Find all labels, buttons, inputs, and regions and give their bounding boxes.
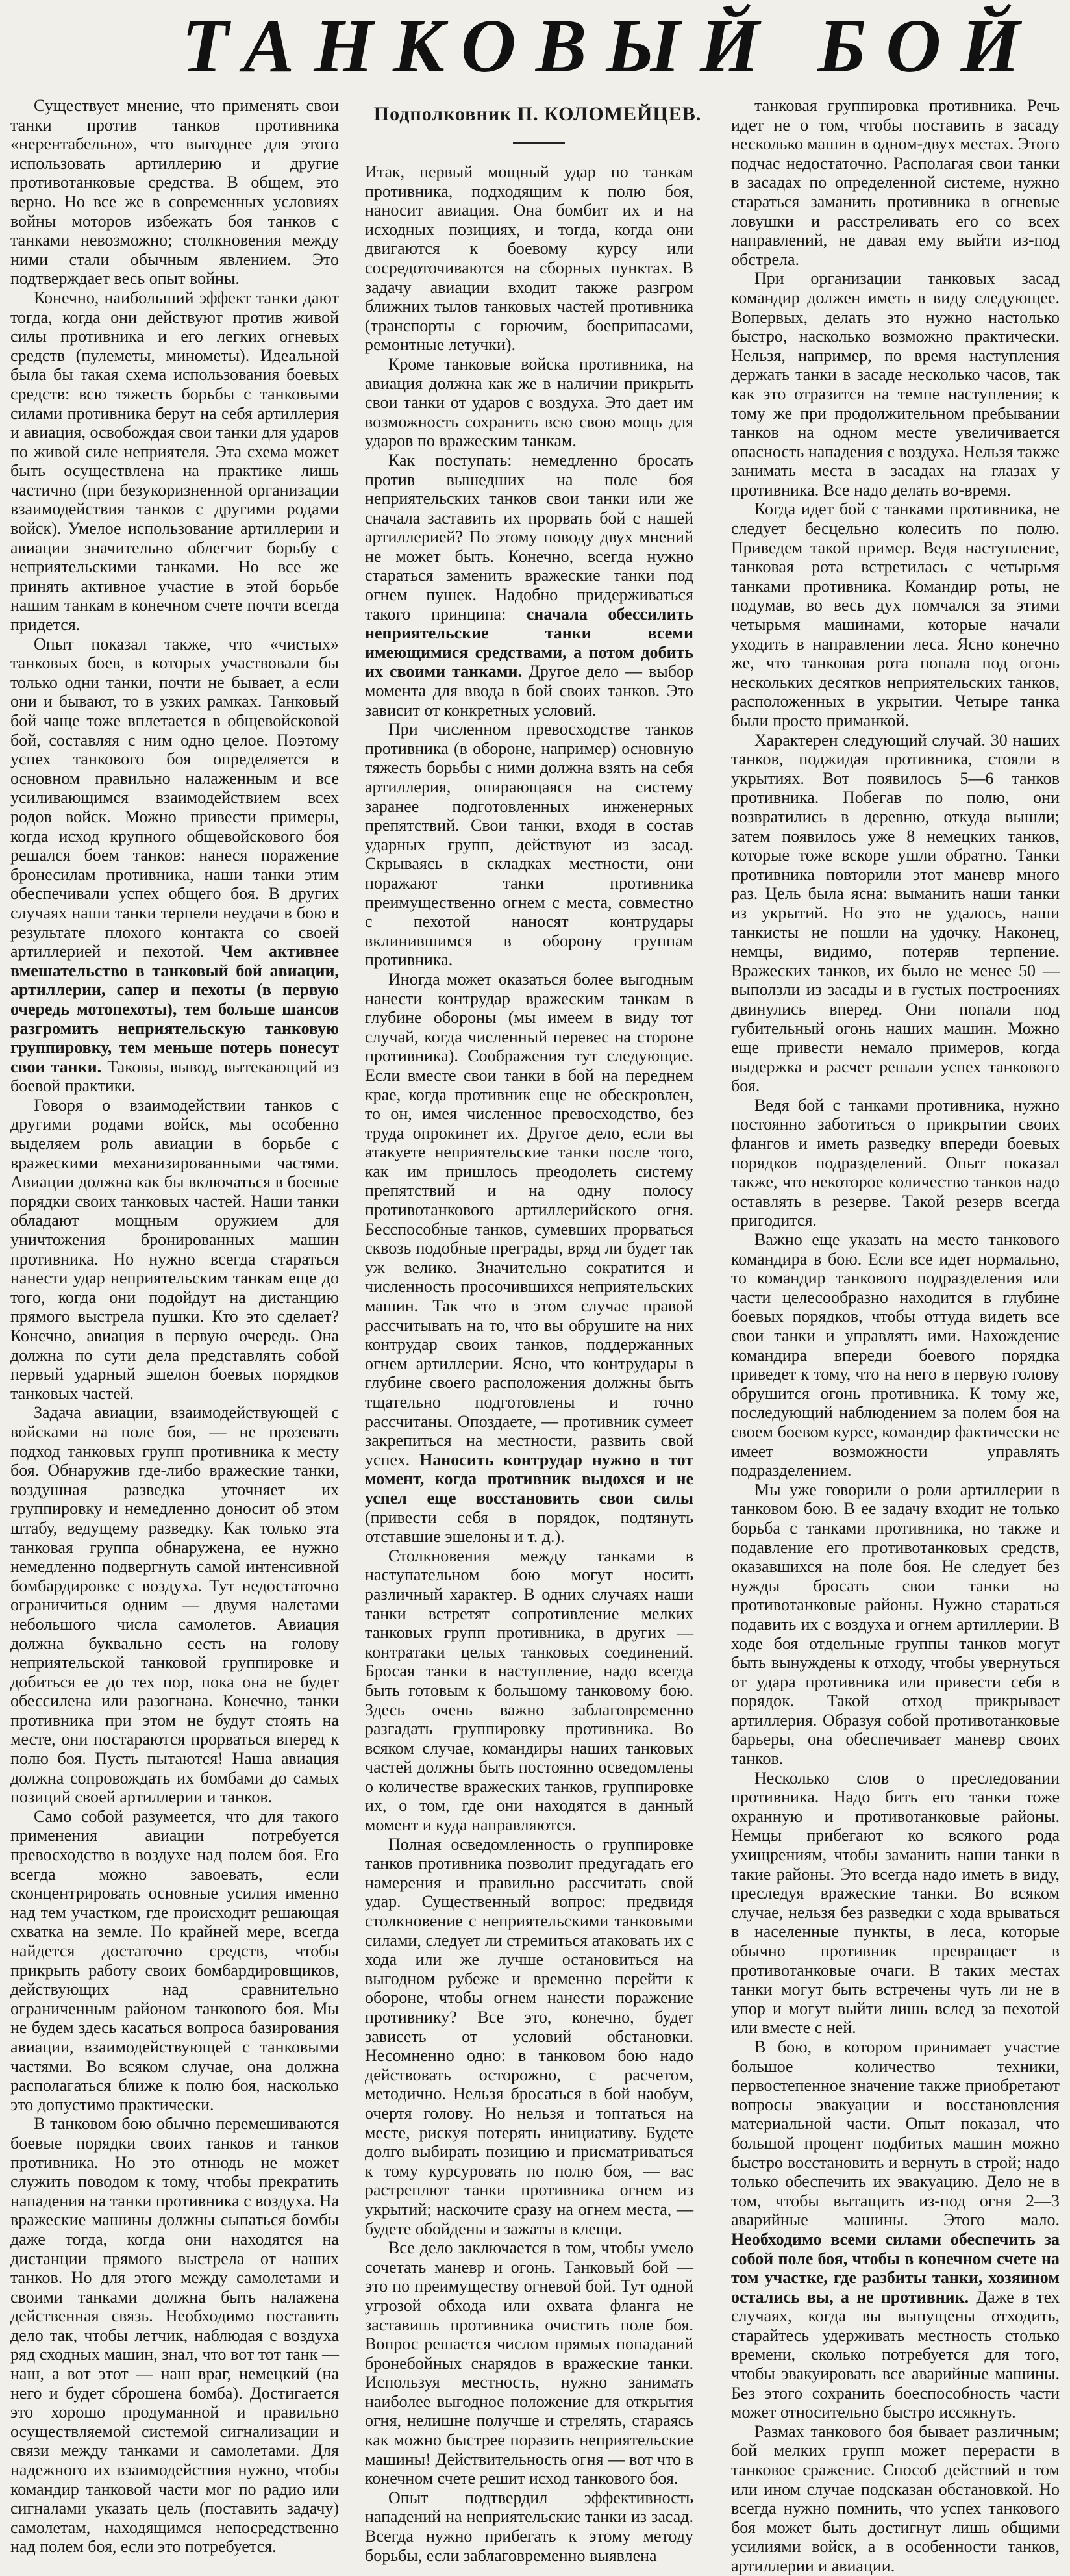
article-paragraph: В бою, в котором принимает участие большое количество техники, первостепенное значение также приобретают вопросы эвакуации и восстановления материальной части. Опыт показал, что большой процент подбитых машин можно быстро восстановить и вернуть в строй; надо только обеспечить их эвакуацию. Дело не в том, чтобы вытащить из-под огня 2—3 аварийные машины. Этого мало. Необходимо всеми силами обеспечить за собой поле боя, чтобы в конечном счете на том участке, где разбиты танки, хозяином остались вы, а не противник. Даже в тех случаях, когда вы выпущены отходить, старайтесь удерживать местность столько времени, сколько потребуется для того, чтобы эвакуировать все аварийные машины. Без этого сохранить боеспособность части может относительно быстро иссякнуть. — [731, 2037, 1060, 2422]
article-paragraph: Характерен следующий случай. 30 наших танков, поджидая противника, стояли в укрытиях. Вот появилось 5—6 танков противника. Побегав по полю, они возвратились в деревню, откуда вышли; затем появилось уже 8 немецких танков, которые тоже вскоре ушли обратно. Танки противника повторили этот маневр много раз. Цель была ясна: выманить наши танки из укрытий. Но это не удалось, наши танкисты не пошли на удочку. Наконец, немцы, видимо, потеряв терпение. Вражеских танков, их было не менее 50 — выползли из засады и в густых построениях двинулись вперед. Они попали под губительный огонь наших машин. Можно еще привести немало примеров, когда выдержка и расчет решали успех танкового боя. — [731, 730, 1060, 1096]
article-paragraph: В танковом бою обычно перемешиваются боевые порядки своих танков и танков противника. Но это отнюдь не может служить поводом к тому, чтобы прекратить нападения на танки противника с воздуха. На вражеские машины должны сыпаться бомбы даже тогда, когда они находятся на дистанции прямого выстрела от наших танков. Но для этого между самолетами и своими танками должна быть налажена действенная связь. Необходимо поставить дело так, чтобы летчик, наблюдая с воздуха ряд сходных машин, знал, что вот тот танк — наш, а вот этот — наш враг, немецкий (на него и будет сброшена бомба). Достигается это хорошо продуманной и правильно осуществляемой системой сигнализации и связи между танками и самолетами. Для надежного их взаимодействия нужно, чтобы командир танковой части мог по радио или сигналами указать цель (поставить задачу) самолетам, находящимся непосредственно над полем боя, если это потребуется. — [10, 2114, 339, 2557]
article-paragraph: Опыт показал также, что «чистых» танковых боев, в которых участвовали бы только одни танки, почти не бывает, а если они и бывают, то в узких рамках. Танковый бой чаще тоже вплетается в общевойсковой бой, составляя с ним одно целое. Поэтому успех танкового боя определяется в основном правильно налаженным и все усиливающимся взаимодействием всех родов войск. Можно привести примеры, когда исход крупного общевойскового боя решался боем танков: нанеся поражение бронесилам противника, наши танки этим обеспечивали успех общего боя. В других случаях наши танки терпели неудачи в бою в результате плохого контакта со своей артиллерией и пехотой. Чем активнее вмешательство в танковый бой авиации, артиллерии, сапер и пехоты (в первую очередь мотопехоты), тем больше шансов разгромить неприятельскую танковую группировку, тем меньше потерь понесут свои танки. Таковы, вывод, вытекающий из боевой практики. — [10, 634, 339, 1096]
article-paragraph: Кроме танковые войска противника, на авиация должна как же в наличии прикрыть свои танки от ударов с воздуха. Это дает им возможность сохранить всю свою мощь для ударов по вражеским танкам. — [365, 354, 693, 451]
article-paragraph: Когда идет бой с танками противника, не следует бесцельно колесить по полю. Приведем такой пример. Ведя наступление, танковая рота встретилась с четырьмя танками противника. Командир роты, не подумав, во весь дух помчался за этими четырьмя машинами, которые начали уходить в направлении леса. Ясно конечно же, что танковая рота попала под огонь нескольких десятков неприятельских танков, расположенных в укрытии. Четыре танка были просто приманкой. — [731, 499, 1060, 730]
article-paragraph: Задача авиации, взаимодействующей с войсками на поле боя, — не прозевать подход танковых групп противника к месту боя. Обнаружив где-либо вражеские танки, воздушная разведка уточняет их группировку и немедленно доносит об этом штабу, ведущему разведку. Как только эта танковая группа обнаружена, ее нужно немедленно подвергнуть самой интенсивной бомбардировке с воздуха. Тут недостаточно ограничиться одним — двумя налетами небольшого числа самолетов. Авиация должна буквально сесть на голову неприятельской танковой группировке и добиться ее до тех пор, пока она не будет обессилена или разогнана. Конечно, танки противника при этом не будут стоять на месте, они постараются прорваться вперед к полю боя. Пусть пытаются! Наша авиация должна сопровождать их бомбами до самых позиций своей артиллерии и танков. — [10, 1403, 339, 1807]
article-paragraph: Полная осведомленность о группировке танков противника позволит предугадать его намерения и правильно рассчитать свой удар. Существенный вопрос: предвидя столкновение с неприятельскими танковыми силами, следует ли стремиться атаковать их с хода или же лучше остановиться на выгодном рубеже и временно перейти к обороне, чтобы огнем нанести поражение противнику? Все это, конечно, будет зависеть от условий обстановки. Несомненно одно: в танковом бою надо действовать осторожно, с расчетом, методично. Нельзя бросаться в бой наобум, очертя голову. Но нельзя и топтаться на месте, рискуя потерять инициативу. Будете долго выбирать позицию и присматриваться к тому курсуровать по полю боя, — вас растреплют танки противника огнем из укрытий; наскочите сразу на огнем места, — будете обойдены и зажаты в клещи. — [365, 1834, 693, 2238]
article-paragraph: Иногда может оказаться более выгодным нанести контрудар вражеским танкам в глубине обороны (мы имеем в виду тот случай, когда численный перевес на стороне противника). Соображения тут следующие. Если вместе свои танки в бой на переднем крае, когда противник еще не обескровлен, то он, имея численное превосходство, без труда опрокинет их. Другое дело, если вы атакуете неприятельские танки после того, как им пришлось преодолеть систему препятствий и на одну полосу противотанкового артиллерийского огня. Бесспособные танков, сумевших прорваться сквозь подобные преграды, вряд ли будет так уж велико. Значительно сократится и численность просочившихся неприятельских машин. Так что в этом случае правой рассчитывать на то, что вы обрушите на них контрудар своих танков, поддержанных огнем артиллерии. Ясно, что контрудары в глубине своего расположения должны быть тщательно подготовлены и точно рассчитаны. Опоздаете, — противник сумеет закрепиться на местности, развить свой успех. Наносить контрудар нужно в тот момент, когда противник выдохся и не успел еще восстановить свои силы (привести себя в порядок, подтянуть отставшие эшелоны и т. д.). — [365, 969, 693, 1547]
article-paragraph: Конечно, наибольший эффект танки дают тогда, когда они действуют против живой силы противника и его легких огневых средств (пулеметы, минометы). Идеальной была бы такая схема использования боевых средств: всю тяжесть борьбы с танковыми силами противника берут на себя артиллерия и авиация, освобождая свои танки для ударов по живой силе неприятеля. Эта схема может быть осуществлена на практике лишь частично (при безукоризненной организации взаимодействия танков с другими родами войск). Умелое использование артиллерии и авиации значительно облегчит борьбу с неприятельскими танками. Но все же принять активное участие в этой борьбе нашим танкам в конечном счете почти всегда придется. — [10, 288, 339, 635]
article-paragraph: Все дело заключается в том, чтобы умело сочетать маневр и огонь. Танковый бой — это по преимуществу огневой бой. Тут одной угрозой обхода или охвата фланга не заставишь противника очистить поле боя. Вопрос решается числом прямых попаданий бронебойных снарядов в вражеские танки. Используя местность, нужно занимать наиболее выгодное положение для открытия огня, нелишне получше и стрелять, стараясь как можно быстрее поразить неприятельские машины! Действительность огня — вот что в конечном счете решит исход танкового боя. — [365, 2238, 693, 2488]
article-paragraph: Ведя бой с танками противника, нужно постоянно заботиться о прикрытии своих флангов и иметь разведку впереди боевых порядков подразделений. Опыт показал также, что некоторое количество танков надо оставлять в резерве. Такой резерв всегда пригодится. — [731, 1095, 1060, 1230]
article-paragraph: танковая группировка противника. Речь идет не о том, чтобы поставить в засаду несколько машин в одном-двух местах. Этого подчас недостаточно. Располагая свои танки в засадах по определенной системе, нужно стараться заманить противника в огневые ловушки и расстреливать его со всех направлений, не давая ему выйти из-под обстрела. — [731, 96, 1060, 269]
article-paragraph: Столкновения между танками в наступательном бою могут носить различный характер. В одних случаях наши танки встретят сопротивление мелких танковых групп противника, в других — контратаки целых танковых соединений. Бросая танки в наступление, надо всегда быть готовым к большому танковому бою. Здесь очень важно заблаговременно разгадать группировку противника. Во всяком случае, командиры наших танковых частей должны быть постоянно осведомлены о количестве вражеских танков, группировке их, о том, где они находятся в данный момент и куда направляются. — [365, 1546, 693, 1835]
article-paragraph: При организации танковых засад командир должен иметь в виду следующее. Вопервых, делать это нужно настолько быстро, насколько возможно практически. Нельзя, например, по время наступления держать танки в засаде несколько часов, так как это отразится на темпе наступления; к тому же при продолжительном пребывании танков на одном месте увеличивается опасность нападения с воздуха. Нельзя также занимать места в засадах на глазах у противника. Все надо делать во-время. — [731, 269, 1060, 499]
article-byline: Подполковник П. КОЛОМЕЙЦЕВ. — [373, 103, 702, 125]
article-paragraph: Опыт подтвердил эффективность нападений на неприятельские танки из засад. Всегда нужно прибегать к этому методу борьбы, если заблаговременно выявлена — [365, 2488, 693, 2565]
article-paragraph: Существует мнение, что применять свои танки против танков противника «нерентабельно», что выгоднее для этого использовать артиллерию и другие противотанковые средства. В общем, это верно. Но все же в современных условиях войны моторов избежать боя танков с танками невозможно; столкновения между ними стали обычным явлением. Это подтверждает весь опыт войны. — [10, 96, 339, 288]
byline-rule — [513, 142, 565, 144]
article-paragraph: Мы уже говорили о роли артиллерии в танковом бою. В ее задачу входит не только борьба с танками противника, но также и подавление его противотанковых средств, оказавшихся на поле боя. Не следует без нужды бросать свои танки на противотанковые районы. Нужно стараться подавить их с воздуха и огнем артиллерии. В ходе боя отдельные группы танков могут быть вынуждены к отходу, чтобы увернуться от удара противника или привести себя в порядок. Такой отход прикрывает артиллерия. Образуя собой противотанковые барьеры, она обеспечивает маневр своих танков. — [731, 1480, 1060, 1769]
article-paragraph: Говоря о взаимодействии танков с другими родами войск, мы особенно выделяем роль авиации в борьбе с вражескими механизированными частями. Авиации должна как бы включаться в боевые порядки своих танковых частей. Наши танки обладают мощным оружием для уничтожения бронированных машин противника. Но нужно всегда стараться нанести удар неприятельским танкам еще до того, когда они подойдут на дистанцию прямого выстрела пушки. Кто это сделает? Конечно, авиация в первую очередь. Она должна по сути дела представлять собой первый ударный эшелон боевых порядков танковых частей. — [10, 1095, 339, 1403]
article-paragraph: При численном превосходстве танков противника (в обороне, например) основную тяжесть борьбы с ними должна взять на себя артиллерия, опирающаяся на систему заранее подготовленных инженерных препятствий. Свои танки, входя в состав ударных групп, действуют из засад. Скрываясь в складках местности, они поражают танки противника преимущественно огнем с места, совместно с пехотой наносят контрудары вклинившимся в оборону группам противника. — [365, 720, 693, 970]
article-column-2 — [365, 162, 694, 2565]
article-paragraph: Итак, первый мощный удар по танкам противника, подходящим к полю боя, наносит авиация. Она бомбит их и на исходных позициях, и тогда, когда они двигаются к боевому курсу или сосредоточиваются на сборных пунктах. В задачу авиации входит также разгром ближних тылов танковых частей противника (транспорты с горючим, боеприпасами, ремонтные летучки). — [365, 162, 693, 355]
article-paragraph: Само собой разумеется, что для такого применения авиации потребуется превосходство в воздухе над полем боя. Его всегда можно завоевать, если сконцентрировать основные усилия именно над тем участком, где происходит решающая схватка на земле. По крайней мере, всегда найдется достаточно средств, чтобы прикрыть работу своих бомбардировщиков, действующих над сравнительно ограниченным районом танкового боя. Мы не будем здесь касаться вопроса базирования авиации, взаимодействующей с танковыми частями. Во всяком случае, она должна располагаться ближе к полю боя, насколько это допустимо практически. — [10, 1806, 339, 2114]
article-headline: ТАНКОВЫЙ БОЙ — [182, 3, 1040, 88]
article-paragraph: Как поступать: немедленно бросать против вышедших на поле боя неприятельских танков свои танки или же сначала заставить их прорвать бой с нашей артиллерией? По этому поводу двух мнений не может быть. Конечно, всегда нужно стараться заменить вражеские танки под огнем пушек. Надобно придерживаться такого принципа: сначала обессилить неприятельские танки всеми имеющимися средствами, а потом добить их своими танками. Другое дело — выбор момента для ввода в бой своих танков. Это зависит от конкретных условий. — [365, 450, 694, 720]
article-paragraph: Размах танкового боя бывает различным; бой мелких групп может перерасти в танковое сражение. Способ действий в том или ином случае подсказан обстановкой. Но всегда нужно помнить, что успех танкового боя может быть достигнут лишь общими усилиями войск, а в особенности танков, артиллерии и авиации. — [731, 2421, 1060, 2575]
article-paragraph: Несколько слов о преследовании противника. Надо бить его танки тоже охранную и противотанковые районы. Немцы прибегают ко всякого рода ухищрениям, чтобы заманить наши танки в такие районы. Это всегда надо иметь в виду, преследуя вражеские танки. Во всяком случае, нельзя без разведки с хода врываться в населенные пункты, в леса, которые обычно противник превращает в противотанковые очаги. В таких местах танки могут быть встречены чуть ли не в упор и могут выйти лишь вслед за пехотой или вместе с ней. — [731, 1768, 1060, 2038]
article-paragraph: Важно еще указать на место танкового командира в бою. Если все идет нормально, то командир танкового подразделения или части целесообразно находится в глубине боевых порядков, чтобы оттуда видеть все свои танки и управлять ими. Нахождение командира впереди боевого порядка приведет к тому, что на него в первую голову обрушится огонь противника. К тому же, последующий наблюдением за полем боя на своем боевом курсе, командир фактически не имеет возможности управлять подразделением. — [731, 1230, 1060, 1480]
article-column-1 — [10, 96, 339, 2557]
article-column-3 — [731, 96, 1060, 2575]
